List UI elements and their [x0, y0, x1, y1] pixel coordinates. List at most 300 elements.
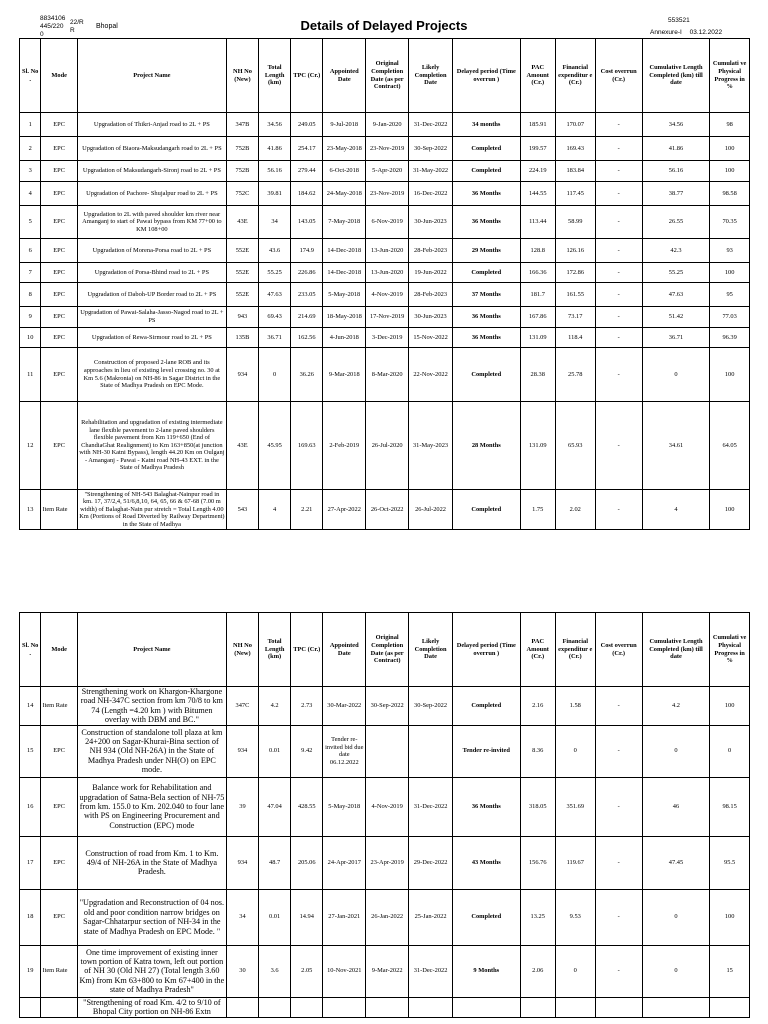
- cell-physical-progress: 0: [710, 725, 750, 777]
- cell-pac-amount: 1.75: [520, 490, 555, 530]
- cell-financial-expenditure: [555, 997, 595, 1017]
- cell-nh-no: 552E: [226, 283, 258, 307]
- cell-mode: EPC: [41, 239, 77, 263]
- cell-original-completion: 9-Jan-2020: [366, 113, 409, 137]
- cell-total-length: 34: [259, 206, 291, 239]
- cell-nh-no: 752B: [226, 161, 258, 182]
- cell-pac-amount: 113.44: [520, 206, 555, 239]
- cell-financial-expenditure: 118.4: [555, 328, 595, 348]
- cell-cumulative-length: 41.86: [642, 137, 710, 161]
- cell-total-length: 47.04: [259, 777, 291, 836]
- cell-total-length: 0.01: [259, 725, 291, 777]
- cell-likely-completion: [409, 997, 453, 1017]
- table-header-row: [20, 39, 750, 113]
- cell-cost-overrun: -: [595, 113, 642, 137]
- cell-original-completion: 23-Apr-2019: [366, 836, 409, 889]
- cell-cost-overrun: -: [595, 137, 642, 161]
- cell-cumulative-length: 4.2: [642, 687, 710, 726]
- cell-nh-no: 934: [226, 348, 258, 402]
- cell-mode: EPC: [41, 836, 77, 889]
- cell-sl-no: 17: [20, 836, 41, 889]
- cell-financial-expenditure: 73.17: [555, 307, 595, 328]
- cell-likely-completion: 15-Nov-2022: [409, 328, 453, 348]
- column-header-project-name: Project Name: [77, 39, 226, 113]
- cell-sl-no: 2: [20, 137, 41, 161]
- cell-cost-overrun: -: [595, 889, 642, 945]
- column-header-physical-progress: Cumulati ve Physical Progress in %: [710, 39, 750, 113]
- cell-sl-no: 8: [20, 283, 41, 307]
- cell-likely-completion: 31-Dec-2022: [409, 113, 453, 137]
- cell-mode: EPC: [41, 137, 77, 161]
- column-header-nh-no: NH No (New): [226, 613, 258, 687]
- cell-delayed-period: 36 Months: [453, 307, 521, 328]
- cell-appointed-date: [323, 997, 366, 1017]
- table-row: [20, 328, 750, 348]
- table-row: [20, 113, 750, 137]
- table-row: [20, 997, 750, 1017]
- column-header-pac-amount: PAC Amount (Cr.): [520, 613, 555, 687]
- cell-tpc: 279.44: [291, 161, 323, 182]
- cell-physical-progress: 70.35: [710, 206, 750, 239]
- cell-tpc: 2.21: [291, 490, 323, 530]
- cell-physical-progress: 95: [710, 283, 750, 307]
- cell-mode: EPC: [41, 402, 77, 490]
- cell-appointed-date: 6-Oct-2018: [323, 161, 366, 182]
- cell-delayed-period: 36 Months: [453, 777, 521, 836]
- cell-sl-no: 14: [20, 687, 41, 726]
- table-row: [20, 263, 750, 283]
- cell-original-completion: 6-Nov-2019: [366, 206, 409, 239]
- cell-cost-overrun: -: [595, 725, 642, 777]
- cell-sl-no: 11: [20, 348, 41, 402]
- cell-pac-amount: 28.38: [520, 348, 555, 402]
- cell-cumulative-length: 38.77: [642, 182, 710, 206]
- cell-likely-completion: 31-Dec-2022: [409, 945, 453, 997]
- cell-appointed-date: 24-May-2018: [323, 182, 366, 206]
- cell-original-completion: 5-Apr-2020: [366, 161, 409, 182]
- cell-cumulative-length: 0: [642, 889, 710, 945]
- cell-sl-no: 1: [20, 113, 41, 137]
- cell-mode: EPC: [41, 182, 77, 206]
- delayed-projects-table-2: [19, 612, 750, 1018]
- cell-project-name: Upgradation of Rewa-Sirmour road to 2L + PS: [77, 328, 226, 348]
- cell-financial-expenditure: 0: [555, 725, 595, 777]
- column-header-appointed-date: Appointed Date: [323, 39, 366, 113]
- cell-project-name: Upgradation of Maksudangarh-Sironj road to 2L + PS: [77, 161, 226, 182]
- cell-likely-completion: 29-Dec-2022: [409, 836, 453, 889]
- cell-cost-overrun: -: [595, 328, 642, 348]
- cell-nh-no: 934: [226, 836, 258, 889]
- cell-appointed-date: 5-May-2018: [323, 777, 366, 836]
- cell-original-completion: 26-Jan-2022: [366, 889, 409, 945]
- cell-delayed-period: 28 Months: [453, 402, 521, 490]
- cell-sl-no: 4: [20, 182, 41, 206]
- cell-financial-expenditure: 183.84: [555, 161, 595, 182]
- cell-sl-no: 15: [20, 725, 41, 777]
- cell-nh-no: 43E: [226, 402, 258, 490]
- cell-cumulative-length: 47.63: [642, 283, 710, 307]
- table-row: [20, 725, 750, 777]
- cell-tpc: 169.63: [291, 402, 323, 490]
- cell-total-length: 39.81: [259, 182, 291, 206]
- cell-pac-amount: 128.8: [520, 239, 555, 263]
- cell-cumulative-length: 47.45: [642, 836, 710, 889]
- cell-nh-no: 39: [226, 777, 258, 836]
- cell-original-completion: 30-Sep-2022: [366, 687, 409, 726]
- annexure-date: 03.12.2022: [689, 29, 723, 36]
- cell-project-name: "Strengthening of NH-543 Balaghat-Nainpur road in km. 17, 37/2,4, 51/6,8,10, 64, 65, 66 & 67-68 (7.00 m width) of Balaghat-Nain pur stretch = Total Length 4.00 Km (Portions of Road Diverted by Railway Department) in the State of Madhya: [79, 490, 225, 528]
- cell-total-length: [259, 997, 291, 1017]
- cell-total-length: 69.43: [259, 307, 291, 328]
- cell-physical-progress: 98.58: [710, 182, 750, 206]
- cell-cost-overrun: -: [595, 263, 642, 283]
- table-row: [20, 777, 750, 836]
- cell-mode: EPC: [41, 889, 77, 945]
- cell-original-completion: 13-Jun-2020: [366, 263, 409, 283]
- column-header-cumulative-length: Cumulative Length Completed (km) till date: [642, 613, 710, 687]
- cell-physical-progress: 100: [710, 889, 750, 945]
- cell-total-length: 41.86: [259, 137, 291, 161]
- cell-tpc: 226.86: [291, 263, 323, 283]
- cell-total-length: 0: [259, 348, 291, 402]
- cell-likely-completion: 31-May-2023: [409, 402, 453, 490]
- cell-likely-completion: 28-Feb-2023: [409, 283, 453, 307]
- cell-delayed-period: 9 Months: [453, 945, 521, 997]
- cell-total-length: 45.95: [259, 402, 291, 490]
- cell-mode: EPC: [41, 328, 77, 348]
- cell-financial-expenditure: 169.43: [555, 137, 595, 161]
- cell-tpc: 36.26: [291, 348, 323, 402]
- cell-project-name: "Upgradation and Reconstruction of 04 nos. old and poor condition narrow bridges on Sagar-Chhatarpur section of NH-34 in the state of Madhya Pradesh on EPC Mode. ": [77, 889, 226, 945]
- cell-pac-amount: 185.91: [520, 113, 555, 137]
- cell-likely-completion: 30-Sep-2022: [409, 687, 453, 726]
- cell-pac-amount: 181.7: [520, 283, 555, 307]
- cell-total-length: 43.6: [259, 239, 291, 263]
- cell-cumulative-length: 0: [642, 348, 710, 402]
- table-row: [20, 161, 750, 182]
- table-row: [20, 137, 750, 161]
- table-row: [20, 945, 750, 997]
- cell-appointed-date: 14-Dec-2018: [323, 239, 366, 263]
- cell-financial-expenditure: 2.02: [555, 490, 595, 530]
- cell-total-length: 34.56: [259, 113, 291, 137]
- cell-pac-amount: 131.09: [520, 328, 555, 348]
- cell-tpc: 233.05: [291, 283, 323, 307]
- cell-nh-no: 30: [226, 945, 258, 997]
- cell-mode: Item Rate: [41, 687, 77, 726]
- header-location: Bhopal: [96, 23, 118, 30]
- cell-physical-progress: 98.15: [710, 777, 750, 836]
- cell-nh-no: 752B: [226, 137, 258, 161]
- header-right-top: 553521: [668, 17, 690, 24]
- cell-project-name: One time improvement of existing inner town portion of Katra town, left out portion of NH 30 (Old NH 27) (Total length 3.60 Km) from Km 63+800 to Km 67+400 in the state of Madhya Pradesh": [77, 945, 226, 997]
- header-left-code2: 0: [40, 31, 44, 38]
- cell-cost-overrun: -: [595, 348, 642, 402]
- cell-nh-no: 943: [226, 307, 258, 328]
- cell-cost-overrun: -: [595, 239, 642, 263]
- cell-project-name: Upgradation to 2L with paved shoulder km river near Amanganj to start of Pawai bypass from KM 77+00 to KM 108+00: [77, 206, 226, 239]
- cell-pac-amount: 13.25: [520, 889, 555, 945]
- cell-project-name: Construction of proposed 2-lane ROB and its approaches in lieu of existing level crossing no. 30 at Km 5.6 (Makronia) on NH-86 in Sagar District in the State of Madhya Pradesh on EPC Mode.: [77, 348, 226, 402]
- cell-cumulative-length: 34.61: [642, 402, 710, 490]
- cell-delayed-period: Completed: [453, 490, 521, 530]
- cell-pac-amount: 8.36: [520, 725, 555, 777]
- cell-appointed-date: 10-Nov-2021: [323, 945, 366, 997]
- cell-likely-completion: 31-Dec-2022: [409, 777, 453, 836]
- cell-physical-progress: 15: [710, 945, 750, 997]
- cell-delayed-period: 34 months: [453, 113, 521, 137]
- cell-financial-expenditure: 351.69: [555, 777, 595, 836]
- cell-mode: [41, 997, 77, 1017]
- table-row: [20, 836, 750, 889]
- cell-nh-no: 752C: [226, 182, 258, 206]
- cell-original-completion: 23-Nov-2019: [366, 137, 409, 161]
- cell-tpc: 428.55: [291, 777, 323, 836]
- cell-sl-no: 19: [20, 945, 41, 997]
- cell-total-length: 55.25: [259, 263, 291, 283]
- table-header-row: [20, 613, 750, 687]
- column-header-sl-no: Sl. No .: [20, 613, 41, 687]
- cell-financial-expenditure: 172.86: [555, 263, 595, 283]
- cell-cumulative-length: 42.3: [642, 239, 710, 263]
- cell-tpc: 184.62: [291, 182, 323, 206]
- cell-mode: EPC: [41, 307, 77, 328]
- cell-appointed-date: 2-Feb-2019: [323, 402, 366, 490]
- table-row: [20, 283, 750, 307]
- cell-likely-completion: 22-Nov-2022: [409, 348, 453, 402]
- cell-financial-expenditure: 117.45: [555, 182, 595, 206]
- cell-sl-no: 9: [20, 307, 41, 328]
- cell-physical-progress: 77.03: [710, 307, 750, 328]
- cell-delayed-period: Completed: [453, 348, 521, 402]
- cell-financial-expenditure: 161.55: [555, 283, 595, 307]
- cell-pac-amount: 224.19: [520, 161, 555, 182]
- cell-tpc: 214.69: [291, 307, 323, 328]
- column-header-pac-amount: PAC Amount (Cr.): [520, 39, 555, 113]
- cell-cumulative-length: 36.71: [642, 328, 710, 348]
- cell-sl-no: 18: [20, 889, 41, 945]
- cell-original-completion: 26-Oct-2022: [366, 490, 409, 530]
- cell-cost-overrun: -: [595, 283, 642, 307]
- table-row: [20, 889, 750, 945]
- cell-mode: EPC: [41, 283, 77, 307]
- cell-mode: EPC: [41, 725, 77, 777]
- column-header-appointed-date: Appointed Date: [323, 613, 366, 687]
- cell-cost-overrun: -: [595, 836, 642, 889]
- column-header-mode: Mode: [41, 613, 77, 687]
- table-row: [20, 687, 750, 726]
- cell-nh-no: [226, 997, 258, 1017]
- cell-tpc: 162.56: [291, 328, 323, 348]
- cell-financial-expenditure: 65.93: [555, 402, 595, 490]
- cell-tpc: 2.05: [291, 945, 323, 997]
- cell-pac-amount: 2.16: [520, 687, 555, 726]
- cell-cumulative-length: 0: [642, 725, 710, 777]
- header-left-ref2: R: [70, 27, 75, 34]
- cell-tpc: 249.05: [291, 113, 323, 137]
- cell-sl-no: 3: [20, 161, 41, 182]
- header-left-top: 8834106: [40, 15, 66, 22]
- cell-project-name: Rehabilitation and upgradation of existing intermediate lane flexible pavement to 2-lane paved shoulders flexible pavement from Km 119+650 (End of ChandiaGhat Realignment) to Km 163+850(at junction with NH-30 Katni Bypass), length 44.20 Km on Oulganj - Amanganj - Pawai - Katni road NH-43 EXT. in the State of Madhya Pradesh: [77, 402, 226, 490]
- cell-nh-no: 135B: [226, 328, 258, 348]
- cell-tpc: 2.73: [291, 687, 323, 726]
- cell-mode: EPC: [41, 206, 77, 239]
- cell-original-completion: 3-Dec-2019: [366, 328, 409, 348]
- cell-cumulative-length: 46: [642, 777, 710, 836]
- cell-financial-expenditure: 126.16: [555, 239, 595, 263]
- cell-cost-overrun: -: [595, 182, 642, 206]
- cell-sl-no: [20, 997, 41, 1017]
- column-header-original-completion: Original Completion Date (as per Contract): [366, 613, 409, 687]
- cell-original-completion: 4-Nov-2019: [366, 777, 409, 836]
- cell-likely-completion: [409, 725, 453, 777]
- cell-appointed-date: 4-Jun-2018: [323, 328, 366, 348]
- cell-delayed-period: Tender re-invited: [453, 725, 521, 777]
- table-row: [20, 182, 750, 206]
- cell-tpc: 174.9: [291, 239, 323, 263]
- cell-likely-completion: 19-Jun-2022: [409, 263, 453, 283]
- cell-financial-expenditure: 0: [555, 945, 595, 997]
- cell-total-length: 36.71: [259, 328, 291, 348]
- cell-original-completion: 9-Mar-2022: [366, 945, 409, 997]
- cell-project-name: Construction of standalone toll plaza at km 24+200 on Sagar-Khurai-Bina section of NH 934 (Old NH-26A) in the State of Madhya Pradesh under NH(O) on EPC mode.: [77, 725, 226, 777]
- cell-appointed-date: 9-Mar-2018: [323, 348, 366, 402]
- cell-appointed-date: 30-Mar-2022: [323, 687, 366, 726]
- cell-total-length: 4: [259, 490, 291, 530]
- cell-financial-expenditure: 9.53: [555, 889, 595, 945]
- cell-physical-progress: 100: [710, 263, 750, 283]
- cell-project-name: Upgradation of Pawai-Salaha-Jasso-Nagod road to 2L + PS: [77, 307, 226, 328]
- cell-delayed-period: 36 Months: [453, 206, 521, 239]
- table-row: [20, 206, 750, 239]
- cell-sl-no: 5: [20, 206, 41, 239]
- cell-appointed-date: 23-May-2018: [323, 137, 366, 161]
- column-header-sl-no: Sl. No .: [20, 39, 41, 113]
- cell-delayed-period: Completed: [453, 263, 521, 283]
- column-header-likely-completion: Likely Completion Date: [409, 613, 453, 687]
- cell-original-completion: 26-Jul-2020: [366, 402, 409, 490]
- delayed-projects-table-1: [19, 38, 750, 530]
- cell-original-completion: 13-Jun-2020: [366, 239, 409, 263]
- cell-delayed-period: [453, 997, 521, 1017]
- cell-physical-progress: 100: [710, 137, 750, 161]
- column-header-tpc: TPC (Cr.): [291, 39, 323, 113]
- cell-likely-completion: 25-Jan-2022: [409, 889, 453, 945]
- header-annexure: [650, 29, 722, 37]
- cell-physical-progress: 100: [710, 348, 750, 402]
- cell-cost-overrun: -: [595, 161, 642, 182]
- cell-delayed-period: 29 Months: [453, 239, 521, 263]
- cell-nh-no: 934: [226, 725, 258, 777]
- cell-likely-completion: 28-Feb-2023: [409, 239, 453, 263]
- page-title: Details of Delayed Projects: [300, 18, 468, 33]
- cell-tpc: 9.42: [291, 725, 323, 777]
- cell-likely-completion: 30-Sep-2022: [409, 137, 453, 161]
- cell-tpc: [291, 997, 323, 1017]
- column-header-cost-overrun: Cost overrun (Cr.): [595, 613, 642, 687]
- cell-physical-progress: 96.39: [710, 328, 750, 348]
- table-row: [20, 402, 750, 490]
- cell-delayed-period: 36 Months: [453, 328, 521, 348]
- cell-nh-no: 43E: [226, 206, 258, 239]
- column-header-delayed-period: Delayed period (Time overrun ): [453, 39, 521, 113]
- cell-physical-progress: 64.05: [710, 402, 750, 490]
- cell-financial-expenditure: 1.58: [555, 687, 595, 726]
- cell-physical-progress: [710, 997, 750, 1017]
- cell-total-length: 48.7: [259, 836, 291, 889]
- cell-physical-progress: 100: [710, 161, 750, 182]
- cell-pac-amount: 131.09: [520, 402, 555, 490]
- cell-cumulative-length: 51.42: [642, 307, 710, 328]
- cell-sl-no: 7: [20, 263, 41, 283]
- cell-tpc: 14.94: [291, 889, 323, 945]
- cell-sl-no: 10: [20, 328, 41, 348]
- cell-nh-no: 34: [226, 889, 258, 945]
- cell-mode: EPC: [41, 263, 77, 283]
- cell-total-length: 3.6: [259, 945, 291, 997]
- cell-cost-overrun: -: [595, 307, 642, 328]
- cell-cumulative-length: [642, 997, 710, 1017]
- cell-cumulative-length: 55.25: [642, 263, 710, 283]
- cell-pac-amount: 156.76: [520, 836, 555, 889]
- cell-cost-overrun: -: [595, 687, 642, 726]
- cell-cost-overrun: [595, 997, 642, 1017]
- header-left-ref1: 22/R: [70, 19, 84, 26]
- cell-project-name: Balance work for Rehabilitation and upgradation of Satna-Bela section of NH-75 from km. 155.0 to Km. 202.040 to four lane with PS on Engineering Procurement and Construction (EPC) mode: [77, 777, 226, 836]
- table-row: [20, 307, 750, 328]
- cell-delayed-period: Completed: [453, 161, 521, 182]
- cell-project-name: "Strengthening of road Km. 4/2 to 9/10 of Bhopal City portion on NH-86 Extn: [77, 997, 226, 1017]
- cell-physical-progress: 98: [710, 113, 750, 137]
- cell-appointed-date: 7-May-2018: [323, 206, 366, 239]
- cell-project-name: Upgradation of Pachore- Shujalpur road to 2L + PS: [77, 182, 226, 206]
- cell-original-completion: 17-Nov-2019: [366, 307, 409, 328]
- cell-mode: EPC: [41, 348, 77, 402]
- column-header-financial-expenditure: Financial expenditur e (Cr.): [555, 613, 595, 687]
- column-header-total-length: Total Length (km): [259, 613, 291, 687]
- cell-appointed-date: 14-Dec-2018: [323, 263, 366, 283]
- cell-appointed-date: Tender re-invited bid due date 06.12.2022: [323, 725, 366, 777]
- table-row: [20, 239, 750, 263]
- cell-project-name: Upgradation of Daboh-UP Border road to 2L + PS: [77, 283, 226, 307]
- table-row: [20, 348, 750, 402]
- cell-nh-no: 347B: [226, 113, 258, 137]
- cell-original-completion: [366, 725, 409, 777]
- column-header-tpc: TPC (Cr.): [291, 613, 323, 687]
- cell-pac-amount: 199.57: [520, 137, 555, 161]
- cell-cumulative-length: 26.55: [642, 206, 710, 239]
- table-row: [20, 490, 750, 530]
- column-header-nh-no: NH No (New): [226, 39, 258, 113]
- cell-cumulative-length: 34.56: [642, 113, 710, 137]
- cell-likely-completion: 30-Jun-2023: [409, 206, 453, 239]
- cell-mode: EPC: [41, 161, 77, 182]
- cell-mode: Item Rate: [41, 490, 77, 530]
- cell-cost-overrun: -: [595, 777, 642, 836]
- cell-financial-expenditure: 58.99: [555, 206, 595, 239]
- cell-sl-no: 12: [20, 402, 41, 490]
- cell-project-name: Upgradation of Biaora-Maksudangarh road to 2L + PS: [77, 137, 226, 161]
- cell-delayed-period: Completed: [453, 889, 521, 945]
- cell-cumulative-length: 4: [642, 490, 710, 530]
- cell-project-name: Upgradation of Thikri-Anjad road to 2L + PS: [77, 113, 226, 137]
- cell-appointed-date: 18-May-2018: [323, 307, 366, 328]
- cell-likely-completion: 31-May-2022: [409, 161, 453, 182]
- cell-sl-no: 6: [20, 239, 41, 263]
- column-header-likely-completion: Likely Completion Date: [409, 39, 453, 113]
- cell-appointed-date: 27-Apr-2022: [323, 490, 366, 530]
- cell-likely-completion: 16-Dec-2022: [409, 182, 453, 206]
